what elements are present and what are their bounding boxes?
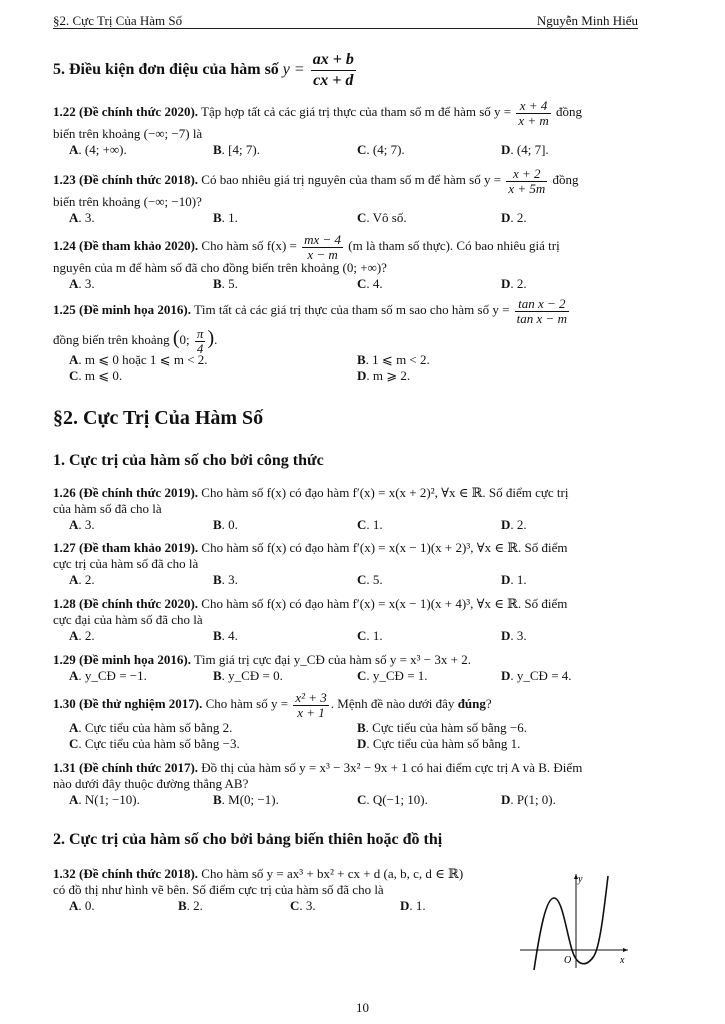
option-value: . y_CĐ = −1. bbox=[78, 668, 147, 683]
option-key: B bbox=[213, 210, 222, 225]
answer-options bbox=[53, 628, 638, 644]
fraction-denominator: x + 1 bbox=[297, 704, 325, 720]
question-1-22 bbox=[53, 98, 638, 158]
option-key: A bbox=[69, 276, 79, 291]
question-line bbox=[53, 296, 638, 324]
option-key: C bbox=[357, 668, 367, 683]
option-key: D bbox=[400, 898, 410, 913]
question-text: Đồ thị của hàm số y = x³ − 3x² − 9x + 1 có hai điểm cực trị A và B. Điểm bbox=[201, 760, 583, 775]
option-key: A bbox=[69, 668, 79, 683]
question-text: cực trị của hàm số đã cho là bbox=[53, 556, 199, 571]
option-key: D bbox=[357, 736, 367, 751]
option-d[interactable] bbox=[501, 792, 556, 808]
option-key: B bbox=[357, 720, 366, 735]
option-d[interactable] bbox=[501, 276, 527, 292]
option-value: . 2. bbox=[78, 572, 95, 587]
question-text: biến trên khoảng (−∞; −7) là bbox=[53, 126, 203, 141]
option-key: A bbox=[69, 792, 79, 807]
question-line bbox=[53, 98, 638, 126]
paren-close: ) bbox=[207, 327, 215, 349]
question-text: (m là tham số thực). Có bao nhiêu giá trị bbox=[348, 238, 560, 253]
question-text: Có bao nhiêu giá trị nguyên của tham số m để hàm số y = bbox=[201, 172, 502, 187]
answer-options bbox=[53, 368, 638, 384]
question-label: 1.31 (Đề chính thức 2017). bbox=[53, 760, 199, 775]
option-b[interactable] bbox=[213, 628, 238, 644]
option-key: D bbox=[501, 276, 511, 291]
option-key: D bbox=[501, 628, 511, 643]
fraction-numerator: mx − 4 bbox=[304, 231, 342, 247]
question-1-28 bbox=[53, 596, 638, 644]
option-value: . Cực tiểu của hàm số bằng −6. bbox=[365, 720, 527, 735]
option-value: . m ⩾ 2. bbox=[366, 368, 411, 383]
option-key: B bbox=[213, 572, 222, 587]
option-value: . 2. bbox=[186, 898, 203, 913]
question-line bbox=[53, 485, 638, 501]
option-key: C bbox=[290, 898, 300, 913]
option-value: . y_CĐ = 4. bbox=[510, 668, 572, 683]
option-key: D bbox=[501, 572, 511, 587]
option-key: D bbox=[501, 210, 511, 225]
question-1-24 bbox=[53, 232, 638, 292]
option-a[interactable] bbox=[69, 792, 140, 808]
option-value: . 3. bbox=[510, 628, 527, 643]
question-1-30 bbox=[53, 688, 638, 752]
question-text: nào dưới đây thuộc đường thẳng AB? bbox=[53, 776, 249, 791]
question-text: Cho hàm số f(x) có đạo hàm f′(x) = x(x + 2)², ∀x ∈ ℝ. Số điểm cực trị bbox=[201, 485, 569, 500]
option-c[interactable] bbox=[357, 517, 383, 533]
option-key: B bbox=[213, 668, 222, 683]
option-value: . 1 ⩽ m < 2. bbox=[365, 352, 430, 367]
question-text: Cho hàm số y = ax³ + bx² + cx + d (a, b, c, d ∈ ℝ) bbox=[201, 866, 464, 881]
option-key: A bbox=[69, 352, 79, 367]
option-c[interactable] bbox=[357, 792, 428, 808]
option-b[interactable] bbox=[213, 210, 238, 226]
origin-label: O bbox=[564, 955, 572, 966]
question-fraction bbox=[515, 297, 569, 326]
fraction-numerator: π bbox=[196, 325, 204, 341]
question-1-26 bbox=[53, 485, 638, 533]
option-b[interactable] bbox=[213, 792, 279, 808]
question-mark: ? bbox=[485, 696, 492, 711]
option-a[interactable] bbox=[69, 668, 147, 684]
fraction-denominator: x + m bbox=[518, 112, 549, 128]
option-value: . 2. bbox=[510, 276, 527, 291]
question-line bbox=[53, 540, 638, 556]
question-fraction bbox=[293, 691, 328, 720]
question-label: 1.23 (Đề chính thức 2018). bbox=[53, 172, 199, 187]
y-axis-label: y bbox=[578, 874, 583, 885]
option-value: . 1. bbox=[409, 898, 426, 913]
question-text: Tập hợp tất cả các giá trị thực của tham số m để hàm số y = bbox=[201, 104, 512, 119]
option-key: A bbox=[69, 142, 79, 157]
option-value: . 1. bbox=[366, 517, 383, 532]
fraction-denominator: x − m bbox=[307, 246, 338, 262]
answer-options bbox=[53, 572, 638, 588]
question-line bbox=[53, 596, 638, 612]
option-value: . 2. bbox=[510, 210, 527, 225]
question-label: 1.28 (Đề chính thức 2020). bbox=[53, 596, 199, 611]
option-key: D bbox=[357, 368, 367, 383]
option-c[interactable] bbox=[69, 736, 240, 752]
option-value: . 5. bbox=[221, 276, 238, 291]
section-5-y: y = bbox=[282, 61, 305, 79]
option-value: . (4; 7]. bbox=[510, 142, 549, 157]
option-key: D bbox=[501, 517, 511, 532]
page-header bbox=[53, 8, 638, 29]
fraction-denominator: cx + d bbox=[313, 72, 354, 89]
question-1-23 bbox=[53, 166, 638, 226]
question-line bbox=[53, 232, 638, 260]
option-a[interactable] bbox=[69, 352, 208, 368]
interval-left: 0; bbox=[179, 332, 190, 347]
option-c[interactable] bbox=[69, 368, 122, 384]
option-b[interactable] bbox=[213, 668, 283, 684]
section-1-title: 1. Cực trị của hàm số cho bởi công thức bbox=[53, 452, 324, 469]
option-b[interactable] bbox=[357, 720, 527, 736]
option-value: . y_CĐ = 0. bbox=[221, 668, 283, 683]
option-value: . 1. bbox=[221, 210, 238, 225]
option-key: C bbox=[357, 517, 367, 532]
question-text: . Mệnh đề nào dưới đây bbox=[330, 696, 455, 711]
option-b[interactable] bbox=[213, 517, 238, 533]
question-text: của hàm số đã cho là bbox=[53, 501, 162, 516]
option-value: . 3. bbox=[78, 517, 95, 532]
header-author: Nguyễn Minh Hiếu bbox=[536, 13, 638, 28]
option-a[interactable] bbox=[69, 276, 95, 292]
option-d[interactable] bbox=[357, 736, 520, 752]
option-key: B bbox=[213, 276, 222, 291]
section-2-title: 2. Cực trị của hàm số cho bởi bảng biến thiên hoặc đồ thị bbox=[53, 831, 443, 848]
question-text: Tìm giá trị cực đại y_CĐ của hàm số y = x³ − 3x + 2. bbox=[193, 652, 471, 667]
cubic-graph bbox=[520, 870, 630, 970]
option-key: C bbox=[357, 572, 367, 587]
option-d[interactable] bbox=[501, 572, 527, 588]
option-value: . y_CĐ = 1. bbox=[366, 668, 428, 683]
option-value: . Vô số. bbox=[366, 210, 407, 225]
option-key: D bbox=[501, 142, 511, 157]
option-c[interactable] bbox=[357, 628, 383, 644]
option-value: . Cực tiểu của hàm số bằng 2. bbox=[78, 720, 233, 735]
option-key: C bbox=[357, 628, 367, 643]
option-value: . Cực tiểu của hàm số bằng 1. bbox=[366, 736, 521, 751]
question-text: Cho hàm số y = bbox=[205, 696, 289, 711]
option-value: . m ⩽ 0. bbox=[78, 368, 123, 383]
answer-options bbox=[53, 517, 638, 533]
option-a[interactable] bbox=[69, 572, 95, 588]
option-value: . Q(−1; 10). bbox=[366, 792, 428, 807]
question-1-29 bbox=[53, 652, 638, 684]
question-1-25 bbox=[53, 296, 638, 384]
option-value: . (4; 7). bbox=[366, 142, 405, 157]
question-label: 1.25 (Đề minh họa 2016). bbox=[53, 302, 191, 317]
option-b[interactable] bbox=[213, 142, 260, 158]
question-1-27 bbox=[53, 540, 638, 588]
question-line: đồng biến trên khoảng (0; $\frac{\pi}{4}$ ). bbox=[53, 325, 218, 356]
fraction-denominator: x + 5m bbox=[508, 180, 546, 196]
option-key: B bbox=[357, 352, 366, 367]
option-value: . N(1; −10). bbox=[78, 792, 140, 807]
option-key: A bbox=[69, 572, 79, 587]
option-value: . 1. bbox=[366, 628, 383, 643]
option-a[interactable] bbox=[69, 720, 232, 736]
option-a[interactable] bbox=[69, 142, 127, 158]
answer-options bbox=[53, 898, 513, 914]
question-1-32 bbox=[53, 866, 513, 914]
option-c[interactable] bbox=[357, 210, 407, 226]
option-key: C bbox=[357, 210, 367, 225]
option-key: A bbox=[69, 517, 79, 532]
option-value: . M(0; −1). bbox=[221, 792, 279, 807]
option-d[interactable] bbox=[501, 142, 549, 158]
question-line bbox=[53, 688, 638, 720]
option-value: . 2. bbox=[510, 517, 527, 532]
option-value: . 0. bbox=[221, 517, 238, 532]
option-a[interactable] bbox=[69, 628, 95, 644]
option-d[interactable] bbox=[501, 628, 527, 644]
option-key: C bbox=[357, 142, 367, 157]
option-a[interactable] bbox=[69, 517, 95, 533]
option-value: . P(1; 0). bbox=[510, 792, 556, 807]
option-a[interactable] bbox=[69, 210, 95, 226]
question-label: 1.30 (Đề thử nghiệm 2017). bbox=[53, 696, 203, 711]
option-d[interactable] bbox=[357, 368, 410, 384]
question-text: biến trên khoảng (−∞; −10)? bbox=[53, 194, 202, 209]
x-axis-arrow bbox=[623, 948, 628, 952]
option-value: . 3. bbox=[299, 898, 316, 913]
question-text: Cho hàm số f(x) = bbox=[201, 238, 297, 253]
option-value: . 3. bbox=[221, 572, 238, 587]
option-key: A bbox=[69, 898, 79, 913]
option-value: . 2. bbox=[78, 628, 95, 643]
answer-options bbox=[53, 720, 638, 736]
fraction-numerator: tan x − 2 bbox=[515, 297, 569, 312]
option-value: . [4; 7). bbox=[221, 142, 260, 157]
option-value: . m ⩽ 0 hoặc 1 ⩽ m < 2. bbox=[78, 352, 208, 367]
option-value: . 5. bbox=[366, 572, 383, 587]
question-line bbox=[53, 166, 638, 194]
option-b[interactable] bbox=[357, 352, 430, 368]
option-b[interactable] bbox=[178, 898, 203, 914]
question-label: 1.22 (Đề chính thức 2020). bbox=[53, 104, 199, 119]
section-5-text: 5. Điều kiện đơn điệu của hàm số bbox=[53, 61, 279, 79]
question-label: 1.24 (Đề tham khảo 2020). bbox=[53, 238, 199, 253]
question-label: 1.26 (Đề chính thức 2019). bbox=[53, 485, 199, 500]
question-label: 1.29 (Đề minh họa 2016). bbox=[53, 652, 191, 667]
answer-options bbox=[53, 142, 638, 158]
x-axis-label: x bbox=[620, 955, 625, 966]
answer-options bbox=[53, 210, 638, 226]
fraction-numerator: ax + b bbox=[311, 50, 356, 71]
question-fraction bbox=[516, 99, 550, 128]
option-key: D bbox=[501, 668, 511, 683]
header-chapter: §2. Cực Trị Của Hàm Số bbox=[53, 13, 183, 28]
option-d[interactable] bbox=[501, 517, 527, 533]
answer-options bbox=[53, 792, 638, 808]
fraction-numerator: x + 4 bbox=[516, 99, 550, 114]
option-key: C bbox=[69, 368, 79, 383]
option-key: B bbox=[178, 898, 187, 913]
paren-open: ( bbox=[172, 327, 180, 349]
question-fraction bbox=[302, 233, 343, 262]
option-key: B bbox=[213, 142, 222, 157]
option-key: C bbox=[357, 276, 367, 291]
option-a[interactable] bbox=[69, 898, 95, 914]
answer-options bbox=[53, 668, 638, 684]
option-b[interactable] bbox=[213, 276, 238, 292]
fraction-denominator: tan x − m bbox=[516, 310, 567, 326]
option-value: . 4. bbox=[221, 628, 238, 643]
question-text: có đồ thị như hình vẽ bên. Số điểm cực trị của hàm số đã cho là bbox=[53, 882, 384, 897]
answer-options bbox=[53, 276, 638, 292]
question-text: Cho hàm số f(x) có đạo hàm f′(x) = x(x − 1)(x + 4)³, ∀x ∈ ℝ. Số điểm bbox=[201, 596, 568, 611]
option-c[interactable] bbox=[357, 142, 405, 158]
option-c[interactable] bbox=[357, 276, 383, 292]
option-key: C bbox=[69, 736, 79, 751]
page-number: 10 bbox=[356, 1000, 369, 1015]
option-key: A bbox=[69, 720, 79, 735]
question-fraction bbox=[506, 167, 547, 196]
question-text: Tìm tất cả các giá trị thực của tham số m sao cho hàm số y = bbox=[193, 302, 510, 317]
option-value: . 0. bbox=[78, 898, 95, 913]
question-text: đồng bbox=[556, 104, 583, 119]
option-key: A bbox=[69, 210, 79, 225]
section-5-title bbox=[53, 50, 358, 91]
option-d[interactable] bbox=[400, 898, 426, 914]
question-line bbox=[53, 760, 638, 776]
fraction-numerator: x² + 3 bbox=[295, 689, 327, 705]
question-text: đồng biến trên khoảng bbox=[53, 332, 170, 347]
option-b[interactable] bbox=[213, 572, 238, 588]
option-d[interactable] bbox=[501, 668, 572, 684]
question-text: cực đại của hàm số đã cho là bbox=[53, 612, 203, 627]
option-value: . 3. bbox=[78, 276, 95, 291]
option-c[interactable] bbox=[290, 898, 316, 914]
question-text: đồng bbox=[552, 172, 579, 187]
option-value: . Cực tiểu của hàm số bằng −3. bbox=[78, 736, 240, 751]
option-key: B bbox=[213, 517, 222, 532]
option-value: . 1. bbox=[510, 572, 527, 587]
question-text: Cho hàm số f(x) có đạo hàm f′(x) = x(x − 1)(x + 2)³, ∀x ∈ ℝ. Số điểm bbox=[201, 540, 568, 555]
option-key: B bbox=[213, 628, 222, 643]
option-key: C bbox=[357, 792, 367, 807]
question-line bbox=[53, 652, 638, 668]
option-key: A bbox=[69, 628, 79, 643]
question-text: nguyên của m để hàm số đã cho đồng biến trên khoảng (0; +∞)? bbox=[53, 260, 387, 275]
option-d[interactable] bbox=[501, 210, 527, 226]
option-c[interactable] bbox=[357, 572, 383, 588]
question-label: 1.27 (Đề tham khảo 2019). bbox=[53, 540, 199, 555]
option-value: . (4; +∞). bbox=[78, 142, 127, 157]
question-line bbox=[53, 866, 513, 882]
option-c[interactable] bbox=[357, 668, 428, 684]
answer-options bbox=[53, 352, 638, 368]
fraction-denominator: 4 bbox=[196, 340, 204, 356]
option-key: D bbox=[501, 792, 511, 807]
option-value: . 3. bbox=[78, 210, 95, 225]
question-1-31 bbox=[53, 760, 638, 808]
fraction-numerator: x + 2 bbox=[506, 167, 547, 182]
chapter-title: §2. Cực Trị Của Hàm Số bbox=[53, 407, 264, 429]
answer-options bbox=[53, 736, 638, 752]
emphasis-word: đúng bbox=[457, 696, 486, 711]
option-key: B bbox=[213, 792, 222, 807]
section-5-fraction bbox=[311, 50, 356, 91]
option-value: . 4. bbox=[366, 276, 383, 291]
question-label: 1.32 (Đề chính thức 2018). bbox=[53, 866, 199, 881]
